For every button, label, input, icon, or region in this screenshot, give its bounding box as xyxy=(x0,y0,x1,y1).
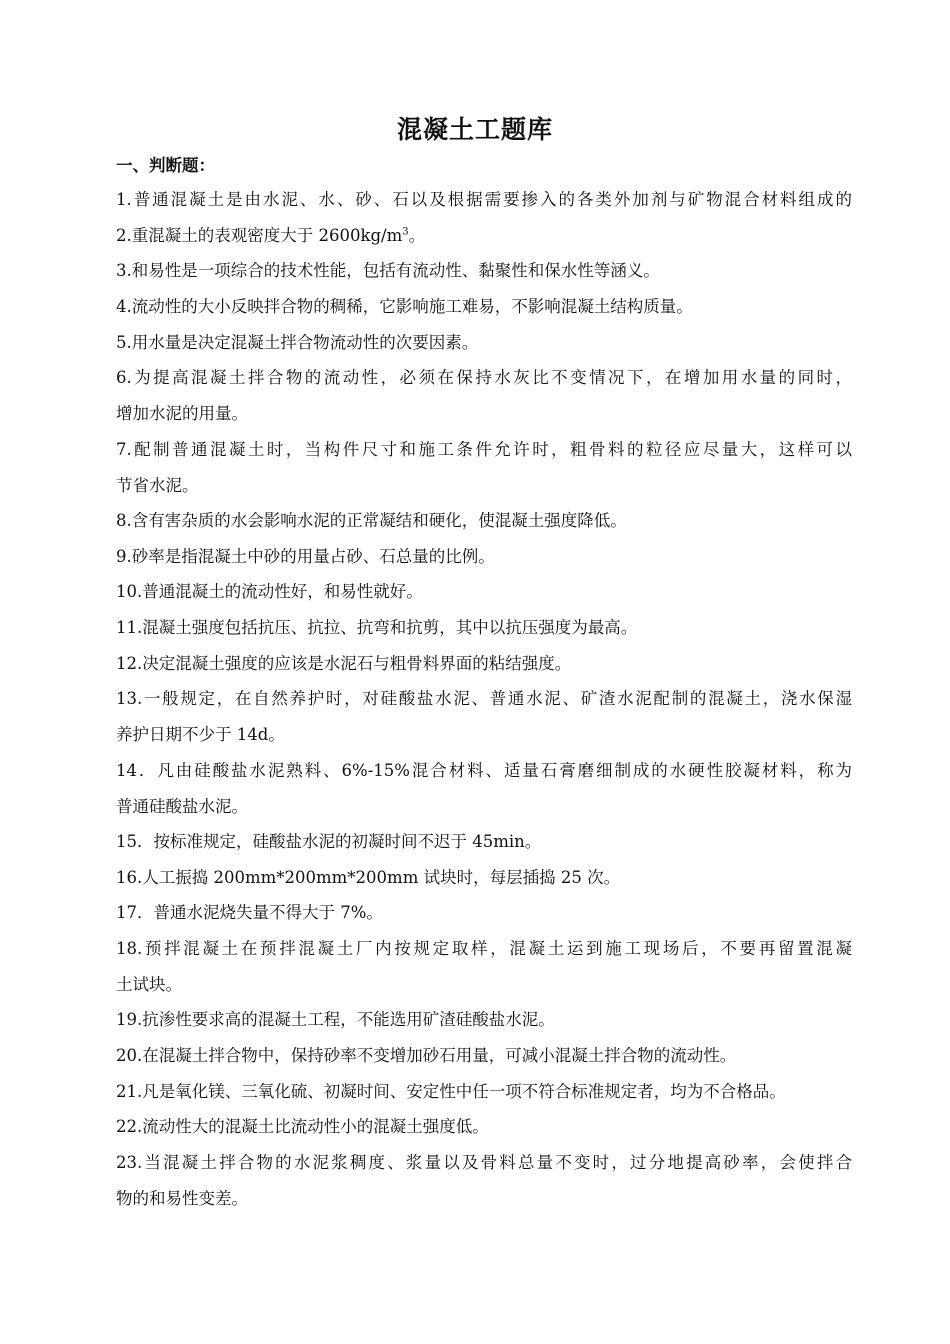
question-line: 土试块。 xyxy=(116,975,182,994)
question-line: 14．凡由硅酸盐水泥熟料、6%-15%混合材料、适量石膏磨细制成的水硬性胶凝材料，称为 xyxy=(116,761,852,780)
question-text-suffix: 。 xyxy=(408,226,426,245)
question-line: 普通硅酸盐水泥。 xyxy=(116,797,248,816)
question-line: 9.砂率是指混凝土中砂的用量占砂、石总量的比例。 xyxy=(116,547,495,566)
question-line: 12.决定混凝土强度的应该是水泥石与粗骨料界面的粘结强度。 xyxy=(116,654,572,673)
question-line: 20.在混凝土拌合物中，保持砂率不变增加砂石用量，可减小混凝土拌合物的流动性。 xyxy=(116,1046,737,1065)
question-line: 22.流动性大的混凝土比流动性小的混凝土强度低。 xyxy=(116,1117,489,1136)
question-line: 23.当混凝土拌合物的水泥浆稠度、浆量以及骨料总量不变时，过分地提高砂率，会使拌合 xyxy=(116,1153,852,1172)
question-line: 8.含有害杂质的水会影响水泥的正常凝结和硬化，使混凝土强度降低。 xyxy=(116,511,627,530)
question-line: 11.混凝土强度包括抗压、抗拉、抗弯和抗剪，其中以抗压强度为最高。 xyxy=(116,618,638,637)
question-line: 19.抗渗性要求高的混凝土工程，不能选用矿渣硅酸盐水泥。 xyxy=(116,1010,555,1029)
question-line: 13.一般规定，在自然养护时，对硅酸盐水泥、普通水泥、矿渣水泥配制的混凝土，浇水保湿 xyxy=(116,689,852,708)
question-text: 2.重混凝土的表观密度大于 2600kg/m xyxy=(116,226,403,245)
question-line xyxy=(116,224,852,248)
question-line: 15．按标准规定，硅酸盐水泥的初凝时间不迟于 45min。 xyxy=(116,832,542,851)
question-line: 7.配制普通混凝土时，当构件尺寸和施工条件允许时，粗骨料的粒径应尽量大，这样可以 xyxy=(116,440,852,459)
question-line: 养护日期不少于 14d。 xyxy=(116,725,285,744)
section-heading: 一、判断题： xyxy=(116,156,215,175)
question-line: 1.普通混凝土是由水泥、水、砂、石以及根据需要掺入的各类外加剂与矿物混合材料组成的 xyxy=(116,190,852,209)
question-line: 17．普通水泥烧失量不得大于 7%。 xyxy=(116,903,383,922)
question-line: 21.凡是氧化镁、三氧化硫、初凝时间、安定性中任一项不符合标准规定者，均为不合格品。 xyxy=(116,1082,786,1101)
question-line: 16.人工振捣 200mm*200mm*200mm 试块时，每层插捣 25 次。 xyxy=(116,868,621,887)
question-line: 节省水泥。 xyxy=(116,476,199,495)
question-line: 4.流动性的大小反映拌合物的稠稀，它影响施工难易，不影响混凝土结构质量。 xyxy=(116,297,693,316)
question-line: 3.和易性是一项综合的技术性能，包括有流动性、黏聚性和保水性等涵义。 xyxy=(116,261,660,280)
question-line: 6.为提高混凝土拌合物的流动性，必须在保持水灰比不变情况下，在增加用水量的同时， xyxy=(116,368,852,387)
question-line: 5.用水量是决定混凝土拌合物流动性的次要因素。 xyxy=(116,333,479,352)
document-title: 混凝土工题库 xyxy=(396,115,553,144)
superscript: 3 xyxy=(402,226,409,238)
question-line: 10.普通混凝土的流动性好，和易性就好。 xyxy=(116,582,423,601)
question-line: 增加水泥的用量。 xyxy=(116,404,248,423)
question-line: 物的和易性变差。 xyxy=(116,1189,248,1208)
question-line: 18.预拌混凝土在预拌混凝土厂内按规定取样，混凝土运到施工现场后，不要再留置混凝 xyxy=(116,939,852,958)
